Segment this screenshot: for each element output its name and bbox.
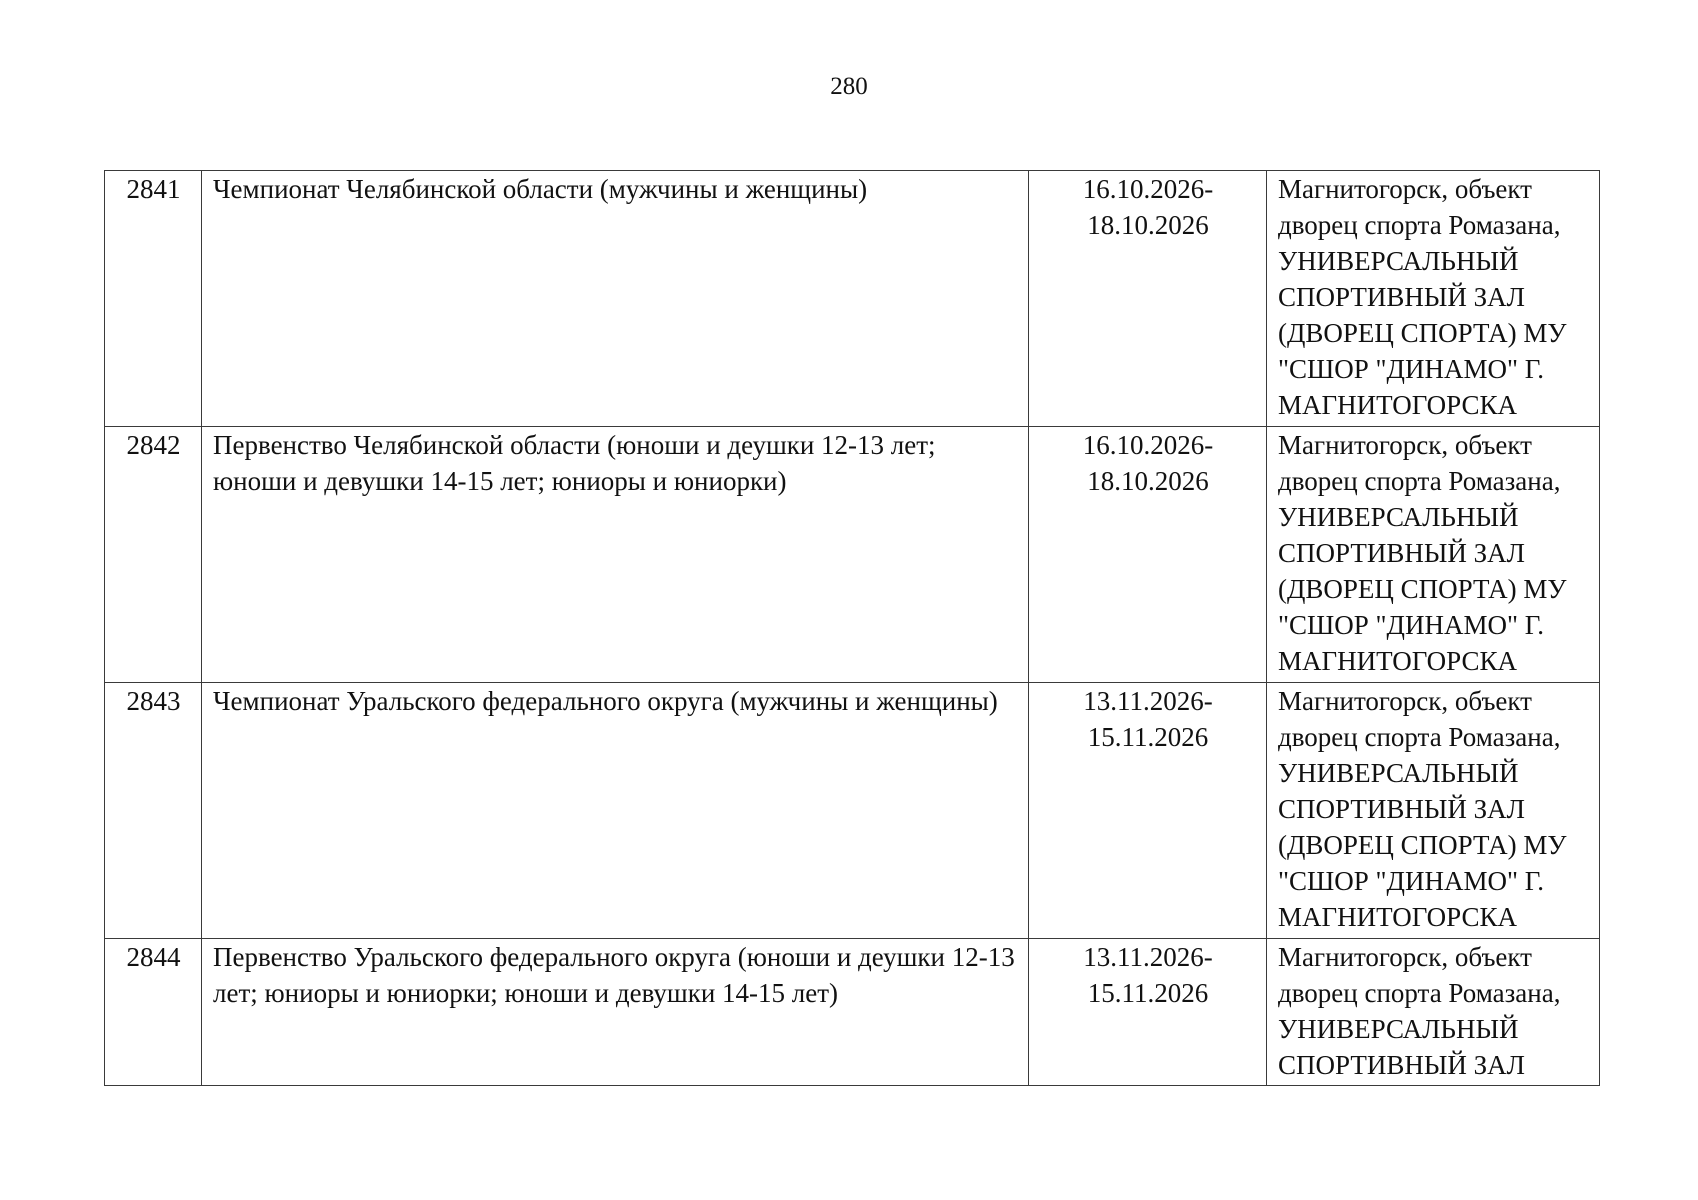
event-number: 2842	[105, 427, 202, 683]
venue-line: СПОРТИВНЫЙ ЗАЛ	[1278, 538, 1525, 568]
venue-line: МАГНИТОГОРСКА	[1278, 902, 1518, 932]
venue-line: "СШОР "ДИНАМО" Г.	[1278, 610, 1545, 640]
event-name: Первенство Челябинской области (юноши и деушки 12-13 лет; юноши и девушки 14-15 лет; юниоры и юниорки)	[202, 427, 1029, 683]
date-end: 15.11.2026	[1087, 978, 1209, 1008]
venue-line: Магнитогорск, объект	[1278, 686, 1532, 716]
venue-line: (ДВОРЕЦ СПОРТА) МУ	[1278, 318, 1567, 348]
date-start: 13.11.2026-	[1083, 942, 1213, 972]
date-start: 16.10.2026-	[1082, 430, 1214, 460]
page-number: 280	[830, 73, 868, 100]
event-name: Чемпионат Челябинской области (мужчины и женщины)	[202, 171, 1029, 427]
event-number: 2844	[105, 939, 202, 1086]
events-table	[104, 170, 1600, 1086]
venue-line: Магнитогорск, объект	[1278, 942, 1532, 972]
date-end: 18.10.2026	[1087, 466, 1209, 496]
venue-line: УНИВЕРСАЛЬНЫЙ	[1278, 502, 1519, 532]
venue-line: дворец спорта Ромазана,	[1278, 978, 1561, 1008]
date-start: 13.11.2026-	[1083, 686, 1213, 716]
table-row	[105, 683, 1600, 939]
venue-line: дворец спорта Ромазана,	[1278, 722, 1561, 752]
event-dates	[1029, 171, 1267, 427]
date-start: 16.10.2026-	[1082, 174, 1214, 204]
venue-line: МАГНИТОГОРСКА	[1278, 390, 1518, 420]
table-row	[105, 939, 1600, 1086]
event-dates	[1029, 683, 1267, 939]
venue-line: Магнитогорск, объект	[1278, 174, 1532, 204]
event-venue	[1267, 171, 1600, 427]
event-number: 2843	[105, 683, 202, 939]
venue-line: дворец спорта Ромазана,	[1278, 210, 1561, 240]
event-dates	[1029, 939, 1267, 1086]
venue-line: дворец спорта Ромазана,	[1278, 466, 1561, 496]
event-dates	[1029, 427, 1267, 683]
venue-line: (ДВОРЕЦ СПОРТА) МУ	[1278, 830, 1567, 860]
venue-line: Магнитогорск, объект	[1278, 430, 1532, 460]
event-venue	[1267, 683, 1600, 939]
table-row	[105, 171, 1600, 427]
venue-line: УНИВЕРСАЛЬНЫЙ	[1278, 246, 1519, 276]
venue-line: УНИВЕРСАЛЬНЫЙ	[1278, 1014, 1519, 1044]
venue-line: СПОРТИВНЫЙ ЗАЛ	[1278, 282, 1525, 312]
event-number: 2841	[105, 171, 202, 427]
event-venue	[1267, 939, 1600, 1086]
venue-line: "СШОР "ДИНАМО" Г.	[1278, 354, 1545, 384]
venue-line: МАГНИТОГОРСКА	[1278, 646, 1518, 676]
event-name: Чемпионат Уральского федерального округа (мужчины и женщины)	[202, 683, 1029, 939]
venue-line: (ДВОРЕЦ СПОРТА) МУ	[1278, 574, 1567, 604]
date-end: 18.10.2026	[1087, 210, 1209, 240]
venue-line: СПОРТИВНЫЙ ЗАЛ	[1278, 1050, 1525, 1080]
event-venue	[1267, 427, 1600, 683]
venue-line: УНИВЕРСАЛЬНЫЙ	[1278, 758, 1519, 788]
venue-line: "СШОР "ДИНАМО" Г.	[1278, 866, 1545, 896]
date-end: 15.11.2026	[1087, 722, 1209, 752]
event-name: Первенство Уральского федерального округа (юноши и деушки 12-13 лет; юниоры и юниорки; юноши и девушки 14-15 лет)	[202, 939, 1029, 1086]
venue-line: СПОРТИВНЫЙ ЗАЛ	[1278, 794, 1525, 824]
table-row	[105, 427, 1600, 683]
